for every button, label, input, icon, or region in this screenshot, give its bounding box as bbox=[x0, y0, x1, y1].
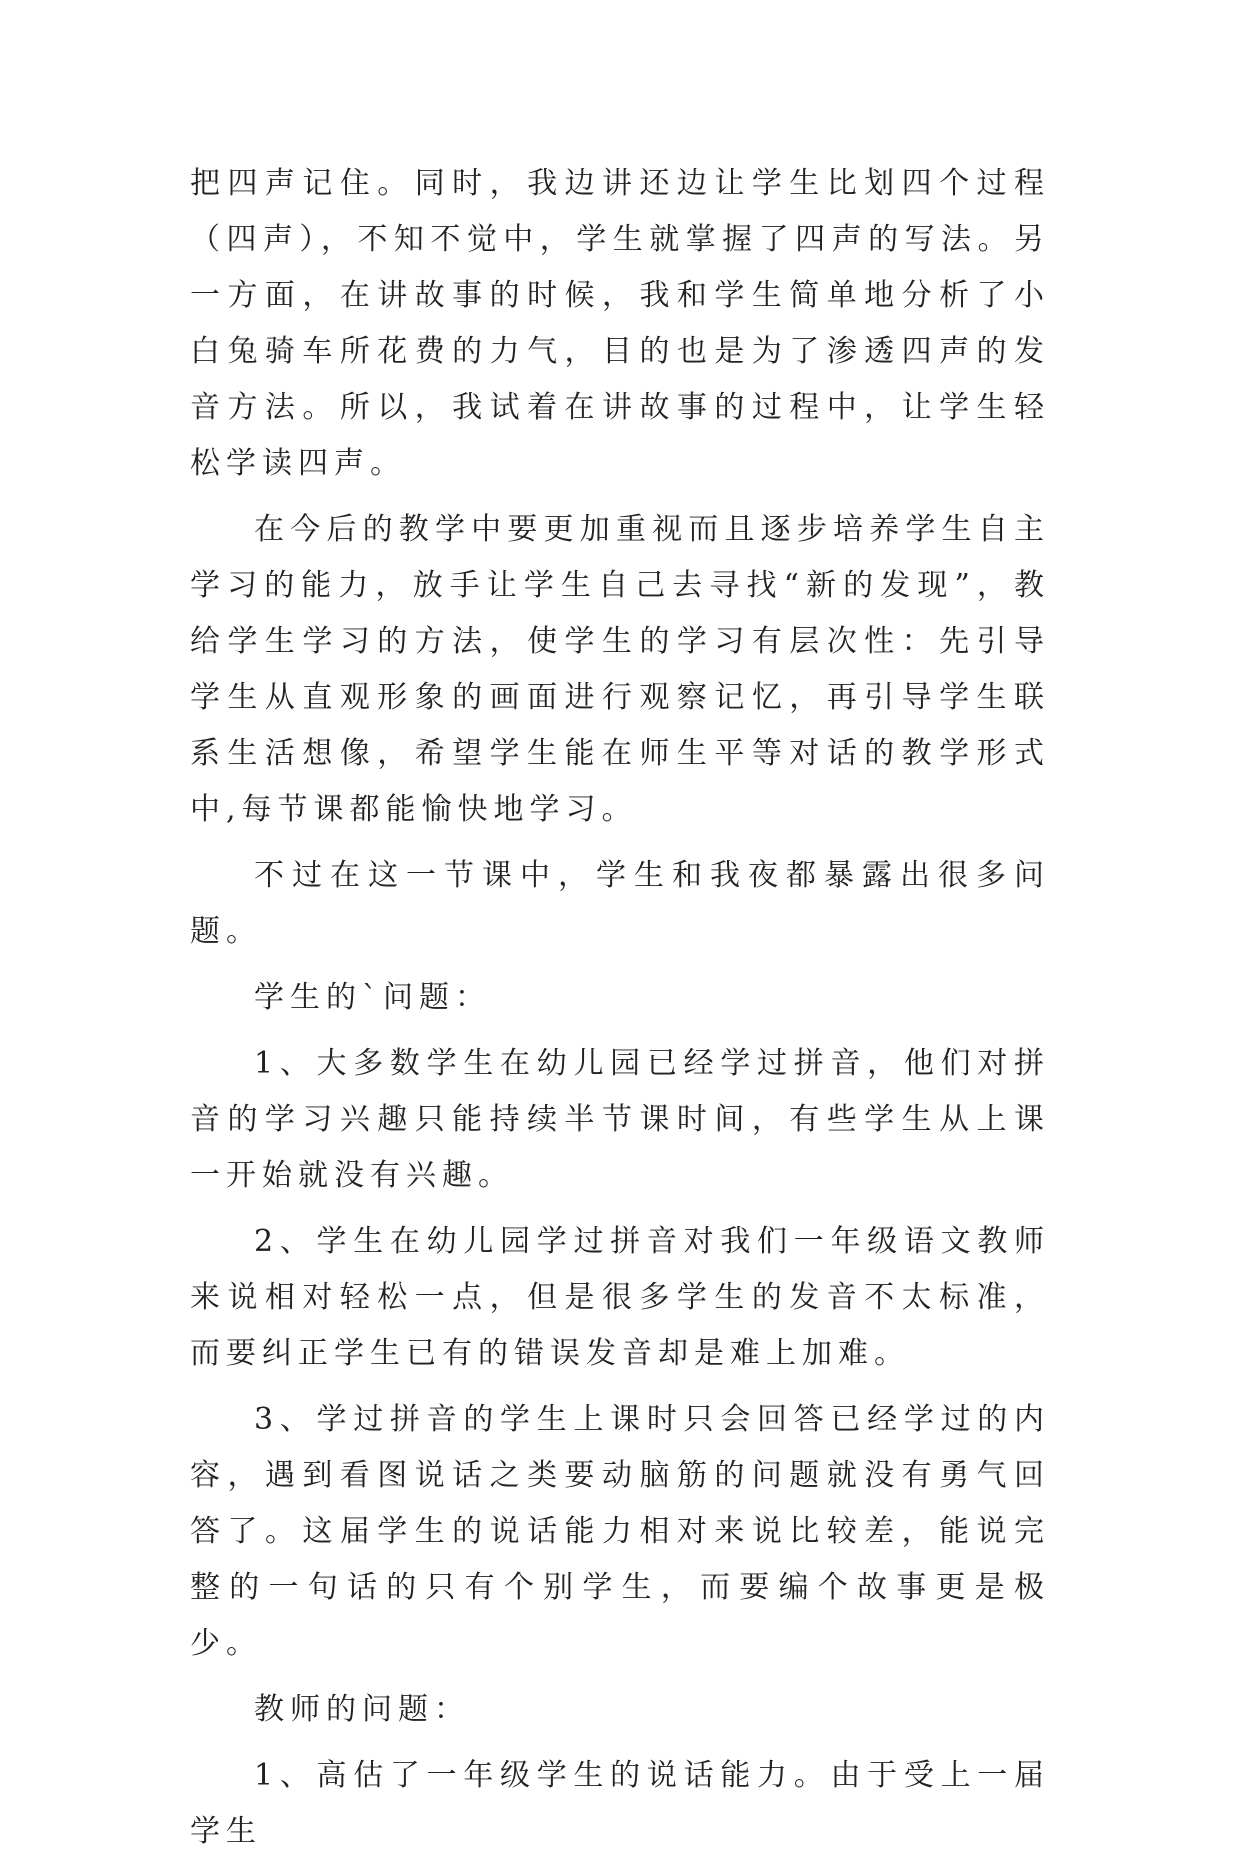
paragraph-5-student-problem-1: 1、大多数学生在幼儿园已经学过拼音，他们对拼音的学习兴趣只能持续半节课时间，有些学生从上课一开始就没有兴趣。 bbox=[190, 1046, 1050, 1193]
paragraph-8-heading-teacher-problems: 教师的问题： bbox=[254, 1692, 470, 1727]
paragraph-7-student-problem-3: 3、学过拼音的学生上课时只会回答已经学过的内容，遇到看图说话之类要动脑筋的问题就没有勇气回答了。这届学生的说话能力相对来说比较差，能说完整的一句话的只有个别学生，而要编个故事更是极少。 bbox=[190, 1402, 1050, 1661]
document-body bbox=[190, 156, 1050, 1870]
paragraph-2: 在今后的教学中要更加重视而且逐步培养学生自主学习的能力，放手让学生自己去寻找“新的发现”，教给学生学习的方法，使学生的学习有层次性：先引导学生从直观形象的画面进行观察记忆，再引导学生联系生活想像，希望学生能在师生平等对话的教学形式中,每节课都能愉快地学习。 bbox=[190, 512, 1050, 827]
paragraph-6-student-problem-2: 2、学生在幼儿园学过拼音对我们一年级语文教师来说相对轻松一点，但是很多学生的发音不太标准，而要纠正学生已有的错误发音却是难上加难。 bbox=[190, 1224, 1050, 1371]
paragraph-3: 不过在这一节课中，学生和我夜都暴露出很多问题。 bbox=[190, 858, 1050, 949]
paragraph-9-teacher-problem-1: 1、高估了一年级学生的说话能力。由于受上一届学生 bbox=[190, 1758, 1050, 1849]
paragraph-1: 把四声记住。同时，我边讲还边让学生比划四个过程（四声），不知不觉中，学生就掌握了四声的写法。另一方面，在讲故事的时候，我和学生简单地分析了小白兔骑车所花费的力气，目的也是为了渗透四声的发音方法。所以，我试着在讲故事的过程中，让学生轻松学读四声。 bbox=[190, 166, 1050, 481]
paragraph-4-heading-student-problems: 学生的`问题： bbox=[254, 980, 491, 1015]
